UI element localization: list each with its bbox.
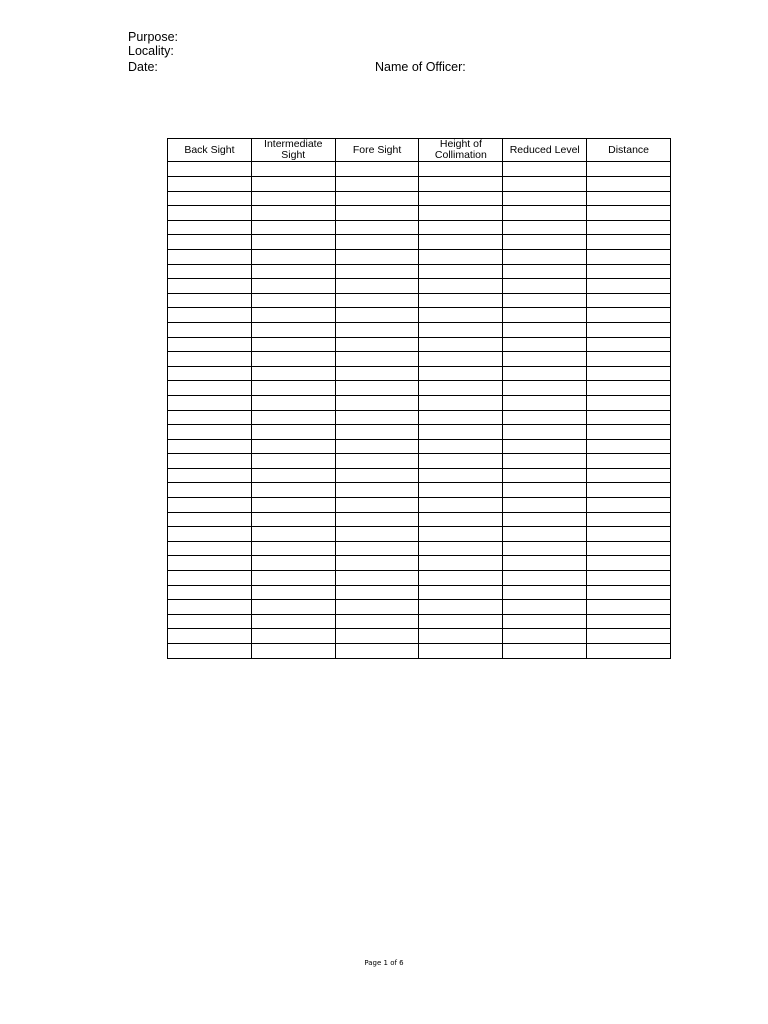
table-cell xyxy=(503,366,587,381)
table-cell xyxy=(587,308,671,323)
table-cell xyxy=(251,571,335,586)
table-cell xyxy=(168,337,252,352)
table-cell xyxy=(335,541,419,556)
table-cell xyxy=(587,629,671,644)
table-row xyxy=(168,600,671,615)
table-cell xyxy=(335,410,419,425)
column-header-intermediate-sight: Intermediate Sight xyxy=(251,139,335,162)
table-cell xyxy=(168,264,252,279)
table-row xyxy=(168,571,671,586)
table-cell xyxy=(587,571,671,586)
table-row xyxy=(168,177,671,192)
table-cell xyxy=(503,249,587,264)
table-cell xyxy=(335,337,419,352)
table-cell xyxy=(503,571,587,586)
table-cell xyxy=(335,556,419,571)
table-cell xyxy=(419,571,503,586)
table-cell xyxy=(335,614,419,629)
table-row xyxy=(168,541,671,556)
table-cell xyxy=(335,366,419,381)
table-cell xyxy=(419,454,503,469)
table-cell xyxy=(419,585,503,600)
locality-label: Locality: xyxy=(128,44,174,58)
table-cell xyxy=(419,644,503,659)
table-cell xyxy=(587,395,671,410)
officer-name-label: Name of Officer: xyxy=(375,60,466,74)
table-cell xyxy=(251,308,335,323)
table-cell xyxy=(168,410,252,425)
table-cell xyxy=(587,206,671,221)
table-row xyxy=(168,614,671,629)
table-cell xyxy=(168,483,252,498)
table-cell xyxy=(419,600,503,615)
column-header-back-sight: Back Sight xyxy=(168,139,252,162)
table-cell xyxy=(419,279,503,294)
table-cell xyxy=(251,410,335,425)
table-cell xyxy=(335,571,419,586)
table-cell xyxy=(587,235,671,250)
table-row xyxy=(168,381,671,396)
table-cell xyxy=(251,468,335,483)
table-cell xyxy=(503,483,587,498)
table-row xyxy=(168,395,671,410)
table-cell xyxy=(168,249,252,264)
table-cell xyxy=(168,352,252,367)
table-cell xyxy=(168,585,252,600)
table-cell xyxy=(251,527,335,542)
table-cell xyxy=(503,322,587,337)
table-cell xyxy=(251,600,335,615)
table-cell xyxy=(587,337,671,352)
table-cell xyxy=(587,352,671,367)
table-cell xyxy=(587,293,671,308)
table-row xyxy=(168,249,671,264)
table-cell xyxy=(251,177,335,192)
table-cell xyxy=(335,585,419,600)
table-cell xyxy=(168,571,252,586)
table-cell xyxy=(335,177,419,192)
table-cell xyxy=(419,235,503,250)
table-cell xyxy=(419,410,503,425)
table-row xyxy=(168,410,671,425)
table-cell xyxy=(587,162,671,177)
table-row xyxy=(168,191,671,206)
table-cell xyxy=(168,556,252,571)
table-cell xyxy=(251,585,335,600)
table-cell xyxy=(587,644,671,659)
table-cell xyxy=(168,206,252,221)
table-cell xyxy=(168,439,252,454)
table-cell xyxy=(168,308,252,323)
table-cell xyxy=(503,381,587,396)
table-cell xyxy=(335,483,419,498)
table-cell xyxy=(168,629,252,644)
table-cell xyxy=(251,366,335,381)
table-cell xyxy=(419,322,503,337)
table-cell xyxy=(251,206,335,221)
table-cell xyxy=(168,293,252,308)
table-cell xyxy=(419,483,503,498)
table-cell xyxy=(168,366,252,381)
table-cell xyxy=(251,644,335,659)
table-cell xyxy=(335,425,419,440)
table-row xyxy=(168,644,671,659)
table-cell xyxy=(251,279,335,294)
table-cell xyxy=(168,600,252,615)
table-row xyxy=(168,585,671,600)
table-cell xyxy=(251,220,335,235)
table-row xyxy=(168,527,671,542)
table-cell xyxy=(503,279,587,294)
table-cell xyxy=(503,527,587,542)
table-cell xyxy=(503,600,587,615)
table-cell xyxy=(251,629,335,644)
table-row xyxy=(168,206,671,221)
table-cell xyxy=(168,322,252,337)
table-cell xyxy=(503,293,587,308)
table-cell xyxy=(587,177,671,192)
table-cell xyxy=(419,162,503,177)
table-cell xyxy=(419,614,503,629)
table-cell xyxy=(251,352,335,367)
table-cell xyxy=(335,279,419,294)
table-cell xyxy=(419,439,503,454)
table-cell xyxy=(587,410,671,425)
table-row xyxy=(168,293,671,308)
date-label: Date: xyxy=(128,60,158,74)
column-header-reduced-level: Reduced Level xyxy=(503,139,587,162)
column-header-distance: Distance xyxy=(587,139,671,162)
table-cell xyxy=(168,498,252,513)
table-cell xyxy=(587,439,671,454)
table-cell xyxy=(251,264,335,279)
table-cell xyxy=(419,293,503,308)
table-cell xyxy=(251,249,335,264)
table-row xyxy=(168,235,671,250)
table-cell xyxy=(335,498,419,513)
levelling-field-sheet xyxy=(167,138,671,659)
table-cell xyxy=(168,468,252,483)
table-row xyxy=(168,352,671,367)
table-cell xyxy=(503,439,587,454)
table-cell xyxy=(168,512,252,527)
table-cell xyxy=(587,614,671,629)
table-cell xyxy=(587,556,671,571)
table-cell xyxy=(419,425,503,440)
table-cell xyxy=(335,235,419,250)
table-cell xyxy=(251,614,335,629)
table-cell xyxy=(251,235,335,250)
table-cell xyxy=(419,352,503,367)
column-header-fore-sight: Fore Sight xyxy=(335,139,419,162)
table-cell xyxy=(587,585,671,600)
table-row xyxy=(168,468,671,483)
table-cell xyxy=(587,454,671,469)
table-cell xyxy=(335,308,419,323)
table-cell xyxy=(251,498,335,513)
table-cell xyxy=(168,191,252,206)
table-cell xyxy=(503,177,587,192)
table-cell xyxy=(335,439,419,454)
table-cell xyxy=(587,483,671,498)
table-cell xyxy=(587,220,671,235)
table-cell xyxy=(419,206,503,221)
table-cell xyxy=(168,614,252,629)
table-cell xyxy=(168,381,252,396)
table-cell xyxy=(335,220,419,235)
table-cell xyxy=(587,191,671,206)
table-cell xyxy=(251,322,335,337)
table-cell xyxy=(419,395,503,410)
table-cell xyxy=(168,454,252,469)
table-cell xyxy=(419,556,503,571)
table-cell xyxy=(251,454,335,469)
table-cell xyxy=(168,541,252,556)
table-cell xyxy=(168,279,252,294)
column-header-height-of-collimation: Height of Collimation xyxy=(419,139,503,162)
table-cell xyxy=(503,395,587,410)
table-cell xyxy=(419,541,503,556)
table-row xyxy=(168,308,671,323)
table-cell xyxy=(419,308,503,323)
table-cell xyxy=(335,527,419,542)
table-cell xyxy=(419,498,503,513)
table-cell xyxy=(335,206,419,221)
table-header-row xyxy=(168,139,671,162)
table-cell xyxy=(335,191,419,206)
table-cell xyxy=(335,454,419,469)
table-cell xyxy=(251,381,335,396)
table-row xyxy=(168,279,671,294)
table-cell xyxy=(587,366,671,381)
table-row xyxy=(168,322,671,337)
table-cell xyxy=(335,629,419,644)
table-cell xyxy=(168,235,252,250)
table-cell xyxy=(419,512,503,527)
table-cell xyxy=(251,191,335,206)
table-cell xyxy=(503,556,587,571)
table-cell xyxy=(587,264,671,279)
table-row xyxy=(168,220,671,235)
table-cell xyxy=(503,162,587,177)
table-cell xyxy=(335,600,419,615)
table-cell xyxy=(419,249,503,264)
table-cell xyxy=(335,381,419,396)
table-cell xyxy=(503,468,587,483)
table-row xyxy=(168,483,671,498)
table-cell xyxy=(335,352,419,367)
table-cell xyxy=(335,249,419,264)
table-cell xyxy=(503,352,587,367)
table-row xyxy=(168,264,671,279)
table-cell xyxy=(503,337,587,352)
levelling-table xyxy=(167,138,671,659)
table-cell xyxy=(503,191,587,206)
table-cell xyxy=(587,512,671,527)
table-cell xyxy=(335,162,419,177)
table-cell xyxy=(503,512,587,527)
table-cell xyxy=(419,337,503,352)
table-cell xyxy=(168,425,252,440)
table-row xyxy=(168,425,671,440)
table-row xyxy=(168,556,671,571)
table-cell xyxy=(503,541,587,556)
table-cell xyxy=(587,541,671,556)
table-cell xyxy=(587,468,671,483)
table-row xyxy=(168,629,671,644)
table-cell xyxy=(503,629,587,644)
table-cell xyxy=(251,483,335,498)
table-cell xyxy=(503,498,587,513)
purpose-label: Purpose: xyxy=(128,30,179,44)
table-row xyxy=(168,512,671,527)
table-cell xyxy=(503,585,587,600)
table-row xyxy=(168,454,671,469)
table-cell xyxy=(335,644,419,659)
table-cell xyxy=(168,177,252,192)
table-cell xyxy=(251,556,335,571)
table-cell xyxy=(503,644,587,659)
table-cell xyxy=(251,395,335,410)
table-cell xyxy=(503,454,587,469)
table-cell xyxy=(503,410,587,425)
table-cell xyxy=(168,162,252,177)
table-cell xyxy=(251,162,335,177)
table-cell xyxy=(419,264,503,279)
table-cell xyxy=(587,322,671,337)
table-cell xyxy=(335,512,419,527)
table-cell xyxy=(335,395,419,410)
table-cell xyxy=(251,293,335,308)
table-cell xyxy=(251,541,335,556)
table-cell xyxy=(168,527,252,542)
table-cell xyxy=(419,366,503,381)
table-cell xyxy=(335,293,419,308)
table-cell xyxy=(503,264,587,279)
table-cell xyxy=(587,381,671,396)
table-row xyxy=(168,439,671,454)
table-cell xyxy=(503,308,587,323)
table-cell xyxy=(335,468,419,483)
table-cell xyxy=(251,439,335,454)
table-row xyxy=(168,498,671,513)
table-row xyxy=(168,162,671,177)
table-cell xyxy=(503,206,587,221)
table-cell xyxy=(419,468,503,483)
table-cell xyxy=(251,425,335,440)
table-cell xyxy=(251,337,335,352)
table-cell xyxy=(587,425,671,440)
table-cell xyxy=(168,395,252,410)
table-cell xyxy=(419,220,503,235)
table-cell xyxy=(419,191,503,206)
table-cell xyxy=(168,644,252,659)
table-cell xyxy=(587,279,671,294)
table-cell xyxy=(587,527,671,542)
page-number: Page 1 of 6 xyxy=(364,959,404,967)
table-cell xyxy=(503,235,587,250)
table-cell xyxy=(419,381,503,396)
table-cell xyxy=(419,177,503,192)
table-body xyxy=(168,162,671,659)
table-cell xyxy=(335,322,419,337)
table-cell xyxy=(503,614,587,629)
table-cell xyxy=(419,527,503,542)
table-cell xyxy=(587,600,671,615)
table-cell xyxy=(168,220,252,235)
table-cell xyxy=(503,425,587,440)
table-cell xyxy=(587,249,671,264)
table-cell xyxy=(335,264,419,279)
table-cell xyxy=(419,629,503,644)
table-row xyxy=(168,366,671,381)
table-cell xyxy=(251,512,335,527)
table-cell xyxy=(503,220,587,235)
table-row xyxy=(168,337,671,352)
table-cell xyxy=(587,498,671,513)
